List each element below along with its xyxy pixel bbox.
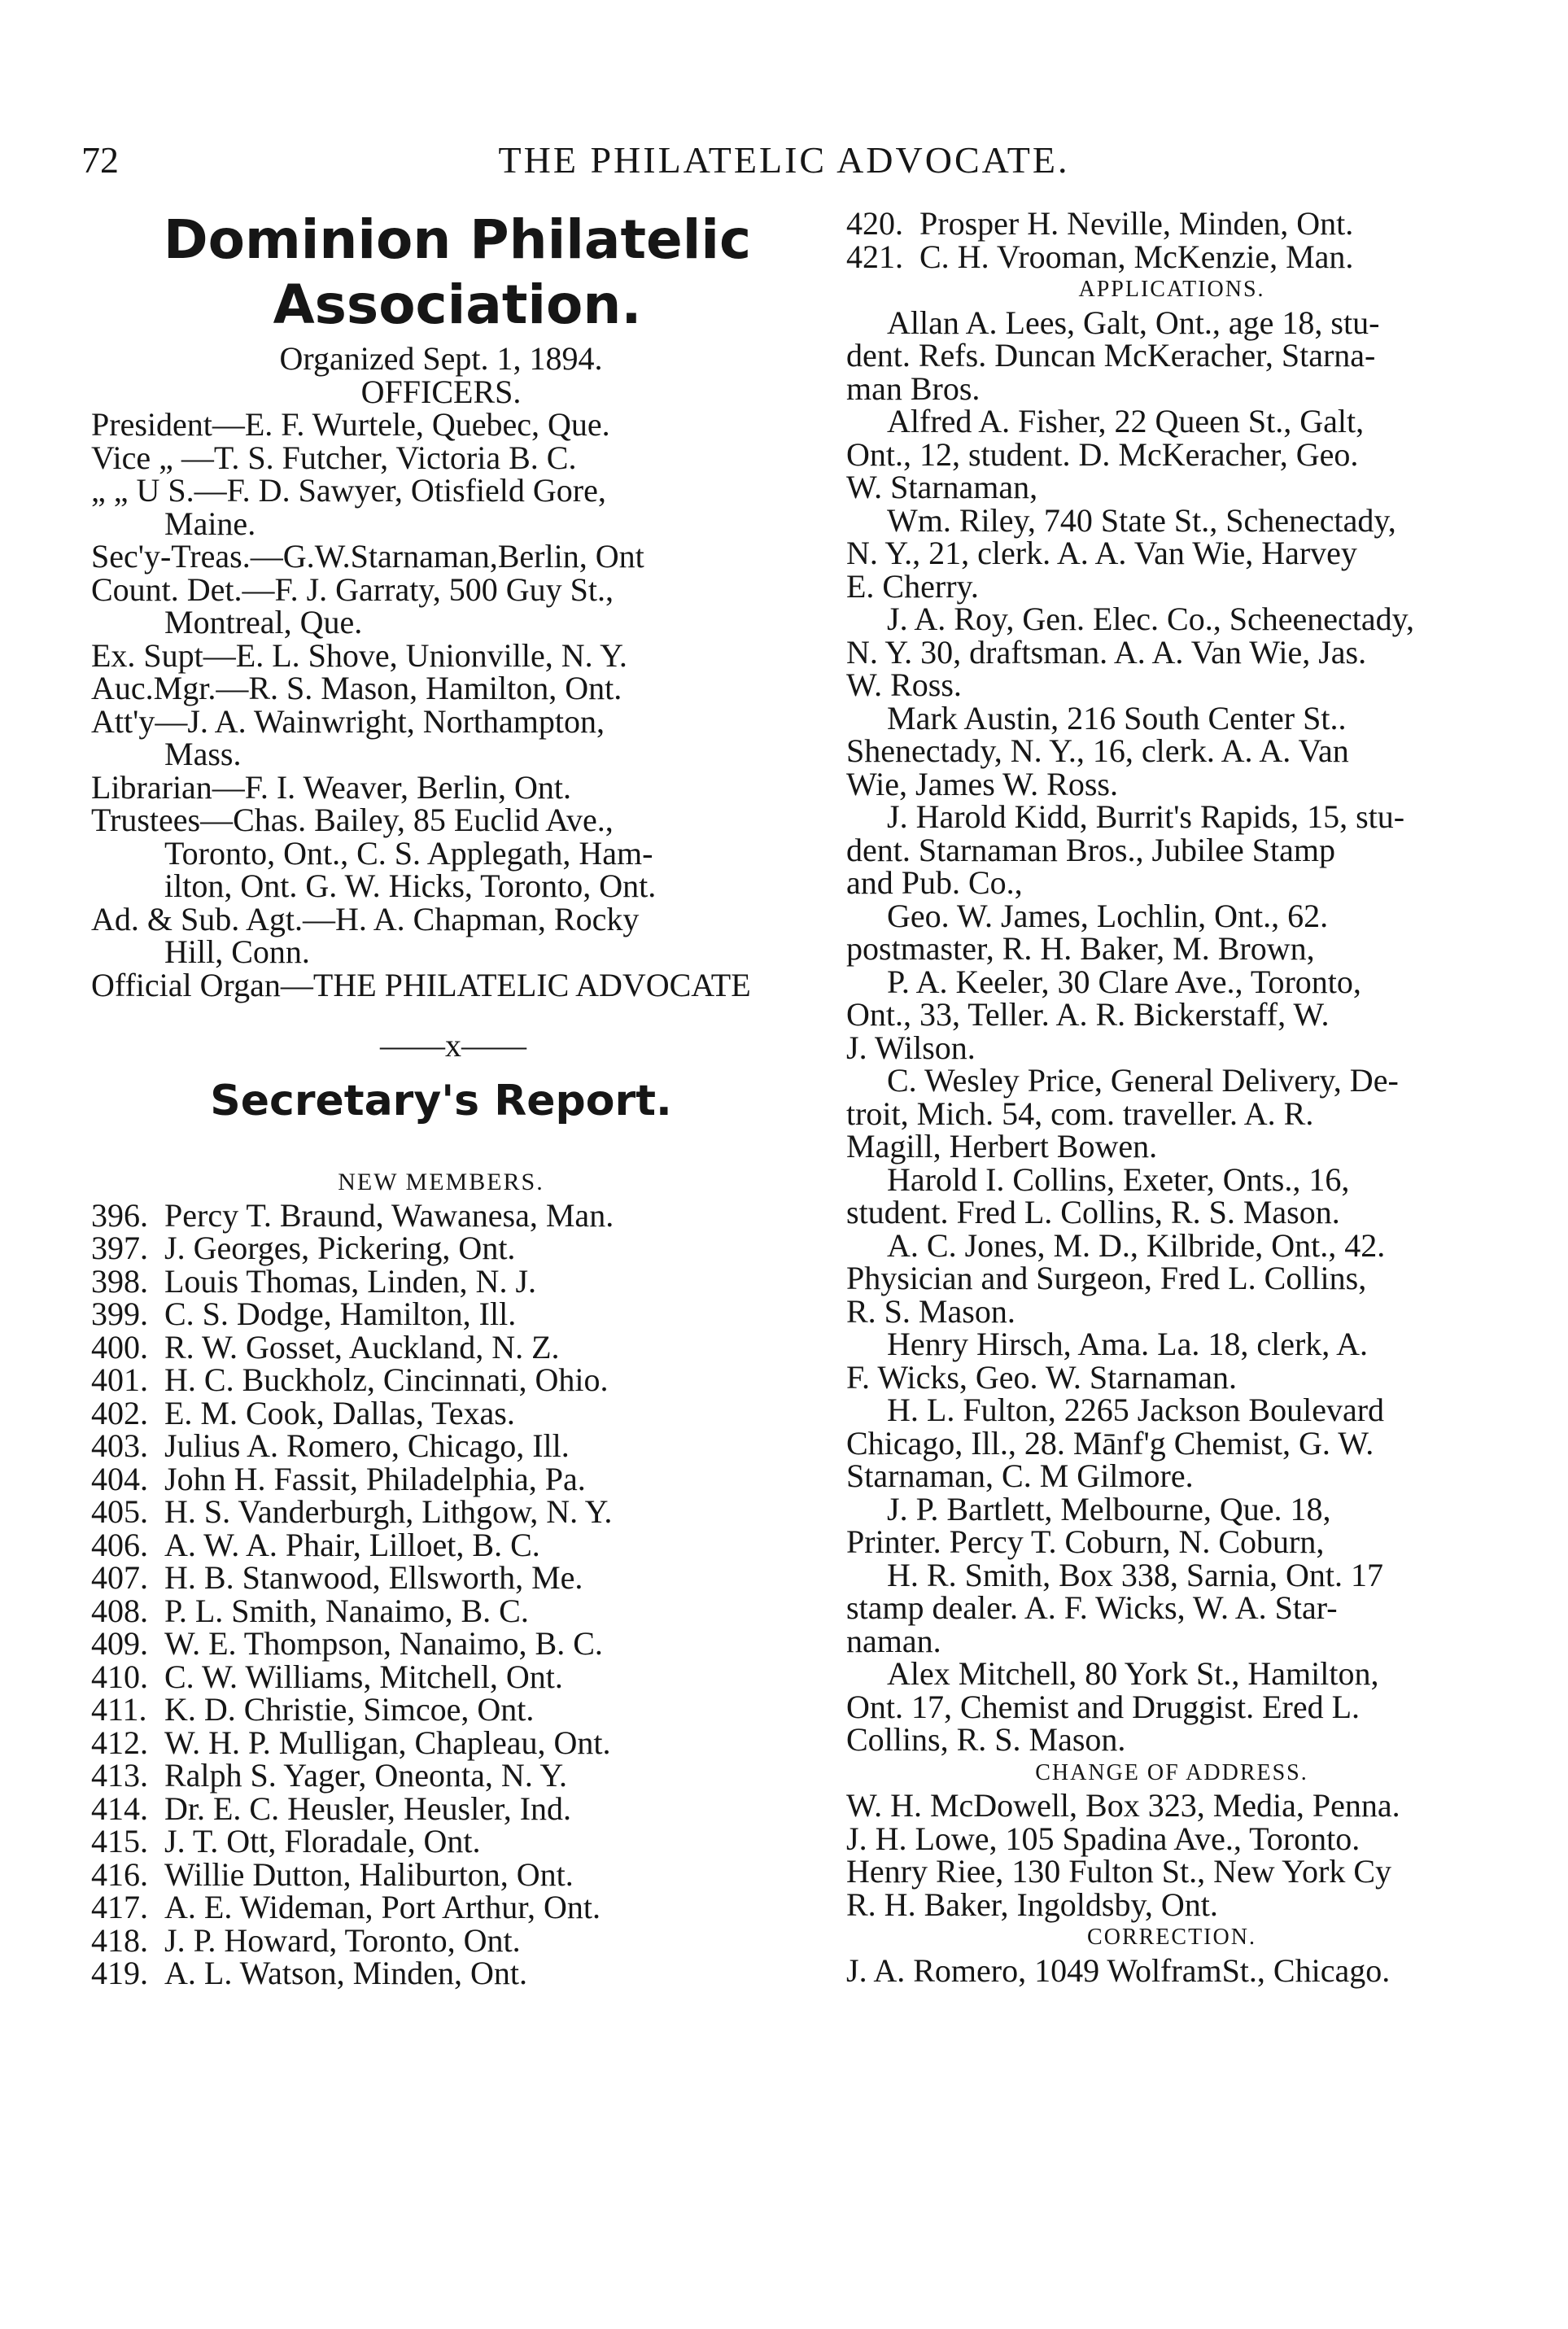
application-line: Alex Mitchell, 80 York St., Hamilton, [887, 1655, 1379, 1692]
officer-line: Toronto, Ont., C. S. Applegath, Ham- [164, 834, 653, 872]
member-entry [91, 1493, 791, 1530]
new-members-label: NEW MEMBERS. [338, 1169, 544, 1195]
secretary-report-heading: Secretary's Report. [210, 1077, 672, 1125]
application-entry [846, 1490, 1497, 1560]
address-change-entry: Henry Riee, 130 Fulton St., New York Cy [846, 1853, 1392, 1890]
separator: ——x—— [380, 1027, 526, 1064]
application-line: J. P. Bartlett, Melbourne, Que. 18, [887, 1490, 1331, 1527]
member-number: 404. [91, 1460, 148, 1497]
member-entry [91, 1460, 791, 1497]
member-entry [91, 1759, 791, 1793]
application-entry [846, 1655, 1497, 1758]
member-name: A. W. A. Phair, Lilloet, B. C. [164, 1526, 540, 1563]
member-name: Dr. E. C. Heusler, Heusler, Ind. [164, 1789, 572, 1827]
application-line: J. Harold Kidd, Burrit's Rapids, 15, stu- [887, 798, 1405, 835]
officer-line: Vice „ —T. S. Futcher, Victoria B. C. [91, 439, 577, 476]
application-line: Henry Hirsch, Ama. La. 18, clerk, A. [887, 1326, 1368, 1362]
member-name: Willie Dutton, Haliburton, Ont. [164, 1855, 574, 1893]
member-entry [91, 1592, 791, 1629]
member-name: C. S. Dodge, Hamilton, Ill. [164, 1296, 517, 1332]
member-entry [91, 1658, 791, 1695]
member-name: W. E. Thompson, Nanaimo, B. C. [164, 1625, 603, 1662]
application-entry [846, 963, 1497, 1066]
officer-line: Librarian—F. I. Weaver, Berlin, Ont. [91, 768, 571, 806]
member-number: 410. [91, 1658, 148, 1695]
application-entry [846, 501, 1497, 605]
member-entry [91, 1921, 791, 1959]
member-name: C. W. Williams, Mitchell, Ont. [164, 1658, 563, 1695]
application-entry [846, 1328, 1497, 1394]
member-entry [91, 1526, 791, 1563]
application-entry [846, 1064, 1497, 1164]
address-change-entry: R. H. Baker, Ingoldsby, Ont. [846, 1885, 1218, 1923]
officer-line: Maine. [164, 505, 256, 542]
new-members-list-continued [846, 205, 1497, 275]
member-number: 415. [91, 1823, 148, 1859]
application-line: Wie, James W. Ross. [846, 765, 1118, 802]
application-line: Alfred A. Fisher, 22 Queen St., Galt, [887, 403, 1365, 439]
member-entry [91, 1789, 791, 1827]
officer-line: Trustees—Chas. Bailey, 85 Euclid Ave., [91, 802, 614, 838]
officer-line: Sec'y-Treas.—G.W.Starnaman,Berlin, Ont [91, 538, 644, 575]
application-line: Ont., 33, Teller. A. R. Bickerstaff, W. [846, 996, 1330, 1033]
change-of-address-list [846, 1789, 1497, 1921]
application-line: W. Ross. [846, 666, 962, 703]
application-line: Wm. Riley, 740 State St., Schenectady, [887, 501, 1396, 539]
member-number: 405. [91, 1493, 148, 1530]
application-entry [846, 1160, 1497, 1230]
officer-line: Ad. & Sub. Agt.—H. A. Chapman, Rocky [91, 900, 640, 937]
member-name: J. T. Ott, Floradale, Ont. [164, 1823, 481, 1859]
application-entry [846, 304, 1497, 407]
member-entry [91, 1855, 791, 1893]
member-number: 412. [91, 1724, 148, 1761]
member-name: John H. Fassit, Philadelphia, Pa. [164, 1460, 586, 1497]
officer-line: Hill, Conn. [164, 933, 310, 970]
application-line: dent. Starnaman Bros., Jubilee Stamp [846, 831, 1336, 868]
correction-entry: J. A. Romero, 1049 WolframSt., Chicago. [846, 1951, 1391, 1989]
member-entry [91, 1559, 791, 1596]
member-name: Percy T. Braund, Wawanesa, Man. [164, 1196, 614, 1234]
officers-label: OFFICERS. [360, 373, 522, 410]
application-line: Allan A. Lees, Galt, Ont., age 18, stu- [887, 304, 1380, 341]
application-line: A. C. Jones, M. D., Kilbride, Ont., 42. [887, 1226, 1386, 1264]
member-number: 399. [91, 1296, 148, 1332]
member-number: 419. [91, 1955, 148, 1991]
application-line: Printer. Percy T. Coburn, N. Coburn, [846, 1523, 1325, 1560]
application-line: Collins, R. S. Mason. [846, 1721, 1126, 1758]
member-name: E. M. Cook, Dallas, Texas. [164, 1394, 515, 1431]
application-line: E. Cherry. [846, 567, 979, 605]
application-line: Chicago, Ill., 28. Mānf'g Chemist, G. W. [846, 1424, 1374, 1462]
member-name: Prosper H. Neville, Minden, Ont. [919, 205, 1354, 242]
application-line: and Pub. Co., [846, 864, 1023, 901]
member-number: 407. [91, 1559, 148, 1596]
right-column [846, 205, 1497, 1989]
officer-line: Official Organ—THE PHILATELIC ADVOCATE [91, 966, 751, 1003]
application-line: naman. [846, 1622, 941, 1659]
application-line: Ont. 17, Chemist and Druggist. Ered L. [846, 1688, 1361, 1725]
change-of-address-label: CHANGE OF ADDRESS. [1035, 1759, 1308, 1785]
member-number: 401. [91, 1361, 148, 1398]
member-name: J. Georges, Pickering, Ont. [164, 1230, 516, 1266]
member-name: A. L. Watson, Minden, Ont. [164, 1955, 528, 1991]
application-line: P. A. Keeler, 30 Clare Ave., Toronto, [887, 963, 1361, 1000]
application-line: N. Y., 21, clerk. A. A. Van Wie, Harvey [846, 535, 1357, 571]
application-line: J. A. Roy, Gen. Elec. Co., Scheenectady, [887, 601, 1414, 637]
member-number: 416. [91, 1855, 148, 1893]
application-entry [846, 1556, 1497, 1659]
officer-line: Montreal, Que. [164, 604, 363, 640]
officer-line: ilton, Ont. G. W. Hicks, Toronto, Ont. [164, 867, 657, 904]
member-entry [91, 1825, 791, 1859]
member-name: H. B. Stanwood, Ellsworth, Me. [164, 1559, 583, 1596]
application-line: H. L. Fulton, 2265 Jackson Boulevard [887, 1392, 1385, 1428]
application-line: H. R. Smith, Box 338, Sarnia, Ont. 17 [887, 1556, 1384, 1593]
application-line: Physician and Surgeon, Fred L. Collins, [846, 1260, 1367, 1296]
application-line: J. Wilson. [846, 1029, 976, 1066]
member-entry [91, 1298, 791, 1331]
application-line: Geo. W. James, Lochlin, Ont., 62. [887, 897, 1329, 934]
application-line: Mark Austin, 216 South Center St.. [887, 699, 1347, 736]
member-name: P. L. Smith, Nanaimo, B. C. [164, 1592, 529, 1629]
member-name: Julius A. Romero, Chicago, Ill. [164, 1427, 570, 1464]
member-entry [91, 1328, 791, 1366]
member-entry [91, 1232, 791, 1265]
application-line: W. Starnaman, [846, 469, 1038, 505]
application-line: dent. Refs. Duncan McKeracher, Starna- [846, 337, 1376, 374]
member-number: 418. [91, 1921, 148, 1959]
member-name: W. H. P. Mulligan, Chapleau, Ont. [164, 1724, 611, 1761]
member-number: 406. [91, 1526, 148, 1563]
member-entry [846, 238, 1497, 275]
member-name: A. E. Wideman, Port Arthur, Ont. [164, 1889, 601, 1925]
application-line: N. Y. 30, draftsman. A. A. Van Wie, Jas. [846, 633, 1367, 671]
member-entry [91, 1262, 791, 1300]
application-entry [846, 897, 1497, 967]
officer-line: Count. Det.—F. J. Garraty, 500 Guy St., [91, 570, 614, 608]
member-number: 409. [91, 1625, 148, 1662]
member-name: Louis Thomas, Linden, N. J. [164, 1262, 537, 1300]
member-number: 421. [846, 238, 903, 275]
member-number: 397. [91, 1230, 148, 1266]
member-number: 413. [91, 1757, 148, 1794]
running-title: THE PHILATELIC ADVOCATE. [498, 139, 1070, 181]
address-change-entry: W. H. McDowell, Box 323, Media, Penna. [846, 1787, 1400, 1824]
application-line: man Bros. [846, 369, 981, 407]
application-line: student. Fred L. Collins, R. S. Mason. [846, 1194, 1340, 1230]
application-entry [846, 1226, 1497, 1330]
application-line: Harold I. Collins, Exeter, Onts., 16, [887, 1160, 1350, 1198]
officer-line: Mass. [164, 736, 242, 772]
officer-line: „ „ U S.—F. D. Sawyer, Otisfield Gore, [91, 472, 606, 509]
left-column [91, 208, 791, 1990]
application-line: F. Wicks, Geo. W. Starnaman. [846, 1358, 1237, 1396]
member-number: 414. [91, 1789, 148, 1827]
member-entry [846, 205, 1497, 242]
application-line: C. Wesley Price, General Delivery, De- [887, 1062, 1399, 1099]
application-line: Magill, Herbert Bowen. [846, 1128, 1158, 1164]
officer-line: Auc.Mgr.—R. S. Mason, Hamilton, Ont. [91, 670, 622, 706]
correction-label: CORRECTION. [1087, 1925, 1256, 1950]
member-name: Ralph S. Yager, Oneonta, N. Y. [164, 1757, 568, 1794]
member-name: R. W. Gosset, Auckland, N. Z. [164, 1328, 560, 1366]
member-number: 420. [846, 205, 903, 242]
association-heading-line2: Association. [273, 273, 642, 336]
member-number: 403. [91, 1427, 148, 1464]
association-heading-line1: Dominion Philatelic [163, 208, 752, 271]
member-number: 408. [91, 1592, 148, 1629]
member-number: 402. [91, 1394, 148, 1431]
member-entry [91, 1724, 791, 1761]
application-line: stamp dealer. A. F. Wicks, W. A. Star- [846, 1589, 1338, 1626]
member-entry [91, 1427, 791, 1464]
application-line: Starnaman, C. M Gilmore. [846, 1457, 1194, 1494]
application-entry [846, 603, 1497, 702]
application-line: postmaster, R. H. Baker, M. Brown, [846, 930, 1315, 967]
page-number: 72 [81, 139, 119, 181]
member-number: 411. [91, 1691, 147, 1728]
organized-date: Organized Sept. 1, 1894. [279, 340, 603, 377]
application-line: Ont., 12, student. D. McKeracher, Geo. [846, 435, 1359, 473]
member-entry [91, 1957, 791, 1990]
application-line: R. S. Mason. [846, 1292, 1015, 1330]
officer-line: President—E. F. Wurtele, Quebec, Que. [91, 406, 610, 443]
member-number: 400. [91, 1328, 148, 1366]
application-line: Shenectady, N. Y., 16, clerk. A. A. Van [846, 732, 1349, 769]
address-change-entry: J. H. Lowe, 105 Spadina Ave., Toronto. [846, 1820, 1361, 1857]
new-members-list [91, 1196, 791, 1991]
applications-list [846, 304, 1497, 1758]
officers-list [91, 406, 791, 1003]
member-name: C. H. Vrooman, McKenzie, Man. [919, 238, 1354, 275]
member-entry [91, 1693, 791, 1727]
application-entry [846, 405, 1497, 505]
member-number: 398. [91, 1262, 148, 1300]
application-entry [846, 1394, 1497, 1493]
member-entry [91, 1625, 791, 1662]
application-entry [846, 699, 1497, 802]
officer-line: Att'y—J. A. Wainwright, Northampton, [91, 702, 605, 740]
officer-line: Ex. Supt—E. L. Shove, Unionville, N. Y. [91, 636, 627, 674]
member-entry [91, 1394, 791, 1431]
member-number: 417. [91, 1889, 148, 1925]
member-entry [91, 1196, 791, 1234]
member-name: H. S. Vanderburgh, Lithgow, N. Y. [164, 1493, 613, 1530]
member-entry [91, 1361, 791, 1398]
member-name: J. P. Howard, Toronto, Ont. [164, 1921, 521, 1959]
member-name: H. C. Buckholz, Cincinnati, Ohio. [164, 1361, 609, 1398]
member-entry [91, 1891, 791, 1925]
member-name: K. D. Christie, Simcoe, Ont. [164, 1691, 535, 1728]
applications-label: APPLICATIONS. [1078, 277, 1265, 302]
application-entry [846, 798, 1497, 901]
application-line: troit, Mich. 54, com. traveller. A. R. [846, 1095, 1314, 1132]
member-number: 396. [91, 1196, 148, 1234]
